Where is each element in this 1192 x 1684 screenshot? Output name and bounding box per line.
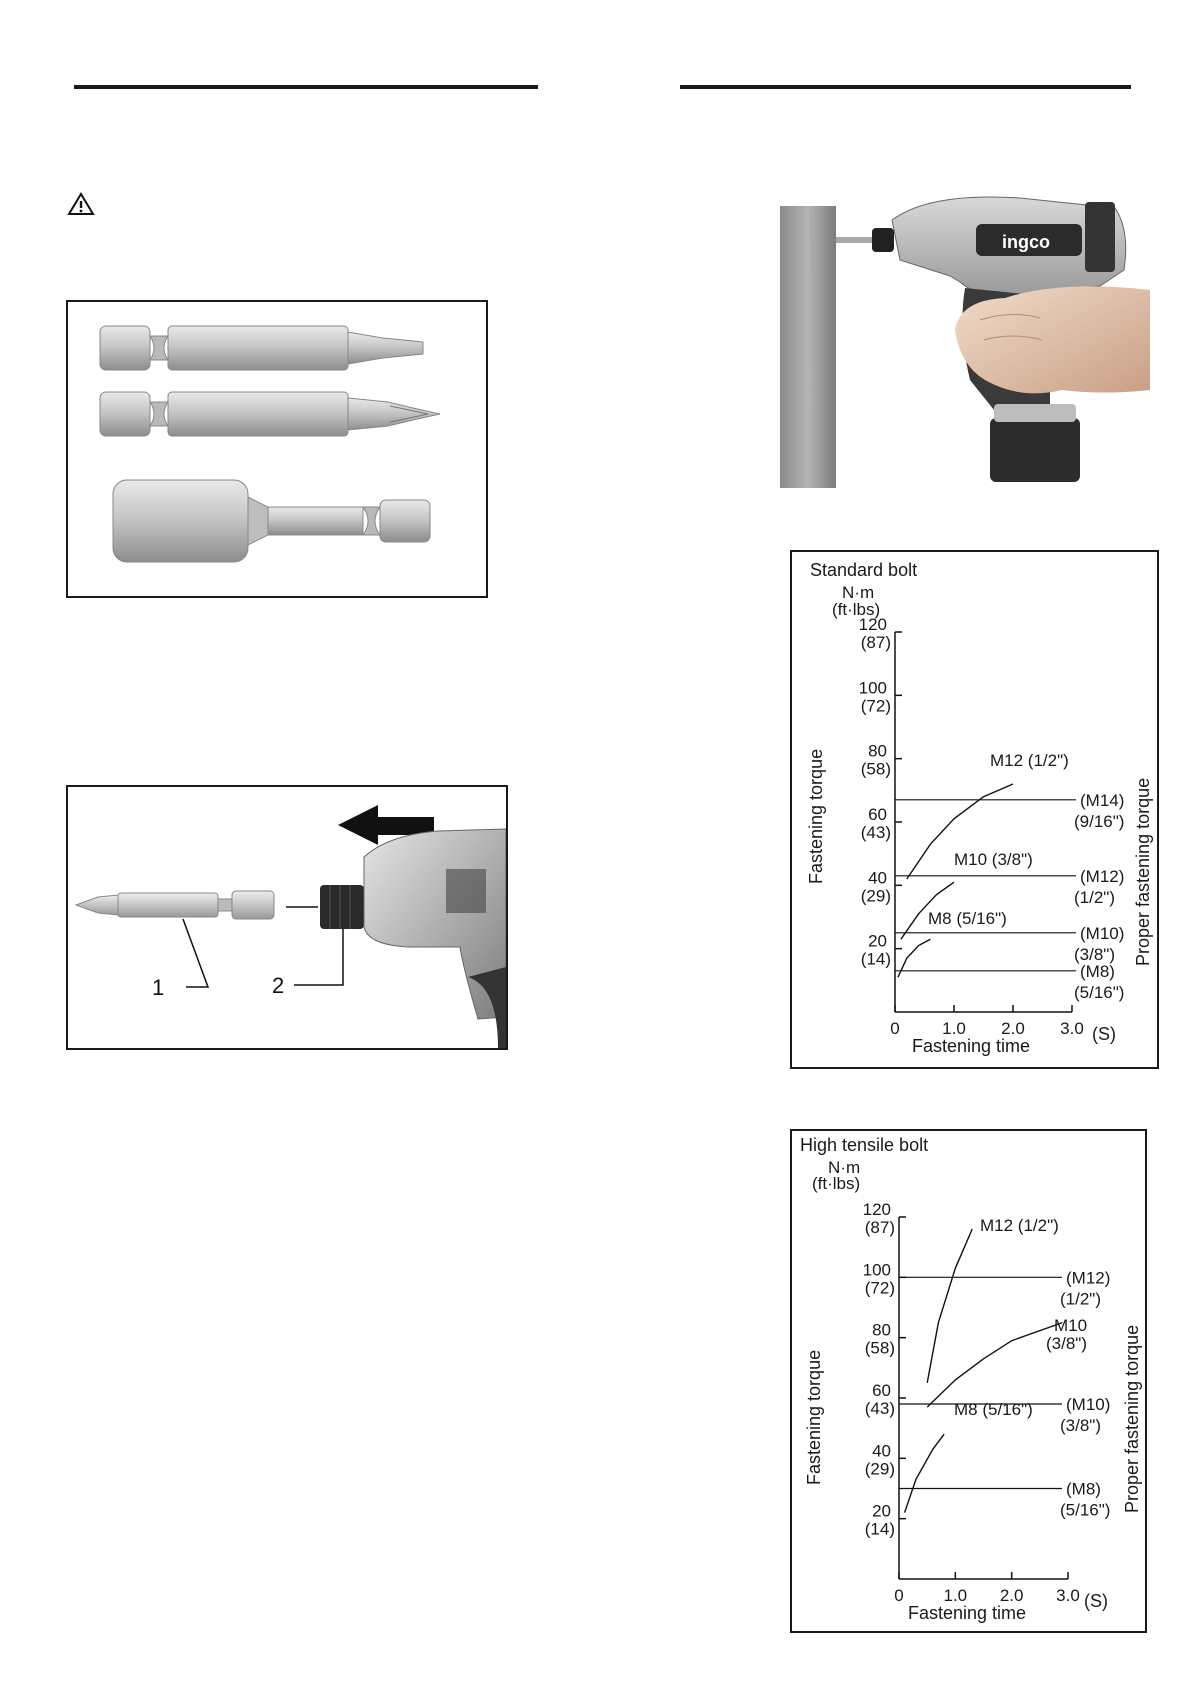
x-unit: (S)	[1092, 1024, 1116, 1044]
curve-label-m8: M8 (5/16")	[928, 909, 1007, 928]
y-tick-label-imperial: (72)	[860, 696, 891, 716]
unit-metric: N·m	[828, 1158, 861, 1177]
y-tick-label: 60	[872, 1381, 891, 1400]
series-curve	[927, 1229, 972, 1383]
bits-figure	[66, 300, 488, 598]
proper-torque-inch: (1/2")	[1074, 887, 1115, 907]
ingco-logo: ingco	[1002, 232, 1050, 252]
proper-torque-inch: (3/8")	[1060, 1416, 1101, 1436]
curve-label-m10-inch: (3/8")	[1046, 1334, 1087, 1353]
y-tick-label-imperial: (87)	[864, 1218, 895, 1237]
y-tick-label-imperial: (14)	[864, 1519, 895, 1539]
chart-title: High tensile bolt	[800, 1135, 929, 1155]
proper-torque-inch: (3/8")	[1074, 944, 1115, 964]
right-header-rule	[680, 85, 1131, 89]
driver-in-use-photo	[780, 190, 1150, 490]
x-tick-label: 3.0	[1056, 1586, 1080, 1605]
y-axis-label: Fastening torque	[806, 748, 826, 884]
y-tick-label: 60	[868, 805, 887, 824]
chart-title: Standard bolt	[810, 560, 918, 580]
proper-torque-size: (M14)	[1080, 790, 1125, 810]
nut-setter	[113, 480, 430, 562]
x-tick-label: 2.0	[1001, 1019, 1025, 1038]
proper-torque-size: (M10)	[1080, 923, 1125, 943]
proper-torque-size: (M12)	[1080, 866, 1125, 886]
y-tick-label: 100	[858, 678, 887, 698]
x-tick-label: 0	[894, 1586, 904, 1605]
unit-imperial: (ft·lbs)	[812, 1174, 861, 1193]
proper-torque-inch: (5/16")	[1060, 1500, 1111, 1520]
proper-torque-size: (M8)	[1080, 961, 1115, 981]
y-tick-label: 20	[872, 1501, 891, 1521]
high-tensile-bolt-chart	[790, 1129, 1147, 1633]
y-tick-label-imperial: (87)	[860, 633, 891, 652]
proper-torque-size: (M12)	[1066, 1268, 1111, 1288]
right-axis-label: Proper fastening torque	[1133, 777, 1153, 966]
y-tick-label-imperial: (58)	[860, 759, 891, 779]
proper-torque-inch: (9/16")	[1074, 811, 1125, 831]
phillips-bit	[100, 392, 440, 436]
y-tick-label: 80	[872, 1320, 891, 1340]
proper-torque-inch: (5/16")	[1074, 982, 1125, 1002]
y-tick-label: 40	[868, 868, 887, 888]
x-axis-label: Fastening time	[912, 1036, 1031, 1056]
unit-metric: N·m	[842, 583, 875, 602]
right-axis-label: Proper fastening torque	[1122, 1324, 1142, 1513]
y-tick-label-imperial: (14)	[860, 949, 891, 969]
y-tick-label-imperial: (72)	[864, 1278, 895, 1298]
y-tick-label-imperial: (29)	[860, 886, 891, 906]
x-tick-label: 1.0	[942, 1019, 966, 1038]
y-tick-label: 120	[858, 615, 887, 634]
bit-insertion-figure	[66, 785, 508, 1050]
curve-label-m10: M10	[1054, 1316, 1088, 1335]
y-axis-label: Fastening torque	[804, 1349, 824, 1485]
x-tick-label: 1.0	[943, 1586, 968, 1605]
wood-board	[780, 206, 836, 488]
curve-label-m12: M12 (1/2")	[990, 751, 1069, 770]
x-unit: (S)	[1084, 1591, 1108, 1611]
curve-label-m12: M12 (1/2")	[980, 1216, 1059, 1235]
flat-screwdriver-bit	[100, 326, 423, 370]
curve-label-m8: M8 (5/16")	[954, 1400, 1033, 1419]
y-tick-label-imperial: (43)	[864, 1399, 895, 1418]
left-header-rule	[74, 85, 538, 89]
curve-label-m10: M10 (3/8")	[954, 850, 1033, 869]
bit-part-1	[76, 891, 274, 919]
x-tick-label: 2.0	[999, 1586, 1024, 1605]
proper-torque-size: (M8)	[1066, 1479, 1101, 1499]
warning-icon	[67, 192, 95, 216]
x-axis-label: Fastening time	[908, 1603, 1027, 1623]
y-tick-label-imperial: (29)	[864, 1459, 895, 1479]
callout-2: 2	[272, 973, 285, 998]
callout-1: 1	[152, 975, 165, 1000]
y-tick-label: 100	[862, 1260, 891, 1280]
y-tick-label: 80	[868, 741, 887, 761]
x-tick-label: 3.0	[1060, 1019, 1084, 1038]
series-curve	[905, 1434, 945, 1512]
battery-pack	[990, 418, 1080, 482]
standard-bolt-chart	[790, 550, 1159, 1069]
y-tick-label: 40	[872, 1441, 891, 1461]
y-tick-label-imperial: (43)	[860, 823, 891, 842]
y-tick-label: 20	[868, 931, 887, 951]
y-tick-label: 120	[862, 1200, 891, 1219]
proper-torque-inch: (1/2")	[1060, 1289, 1101, 1309]
unit-imperial: (ft·lbs)	[832, 600, 881, 619]
series-curve	[898, 939, 930, 977]
x-tick-label: 0	[890, 1019, 900, 1038]
impact-driver-body	[364, 829, 506, 1019]
proper-torque-size: (M10)	[1066, 1395, 1111, 1415]
chuck-sleeve-part-2	[320, 885, 364, 929]
y-tick-label-imperial: (58)	[864, 1338, 895, 1358]
series-curve	[927, 1323, 1062, 1408]
